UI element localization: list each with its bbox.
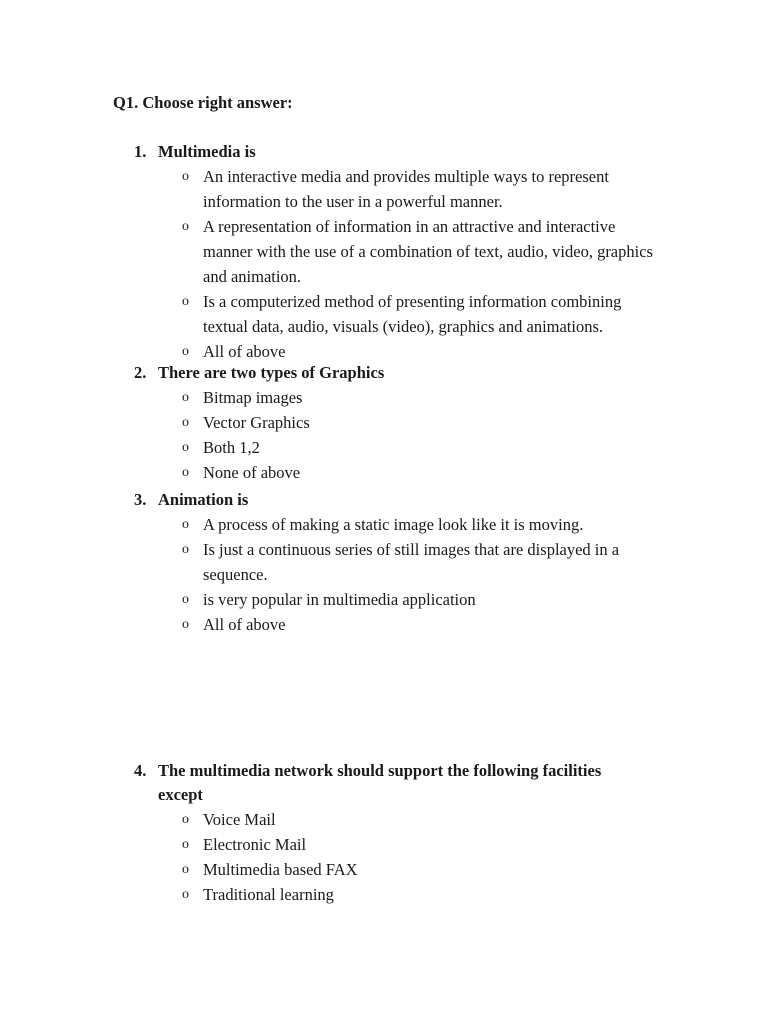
option-item	[0, 289, 658, 339]
bullet-icon: o	[182, 542, 189, 557]
question-title	[0, 361, 768, 385]
option-item	[0, 214, 658, 289]
option-item	[0, 832, 658, 857]
options-list	[0, 385, 768, 485]
option-text: None of above	[203, 463, 301, 482]
option-text: A representation of information in an attractive and interactive manner with the use of a combination of text, audio, video, graphics and animation.	[203, 217, 653, 286]
bullet-icon: o	[182, 837, 189, 852]
question-number: 1.	[134, 142, 147, 161]
options-list	[0, 807, 768, 907]
option-item	[0, 164, 658, 214]
question-number: 2.	[134, 363, 147, 382]
bullet-icon: o	[182, 294, 189, 309]
question-text: Animation is	[158, 490, 249, 509]
question-number: 3.	[134, 490, 147, 509]
question-title	[0, 759, 768, 807]
bullet-icon: o	[182, 812, 189, 827]
question-text: The multimedia network should support the following facilities except	[158, 761, 602, 804]
option-item	[0, 410, 658, 435]
option-item	[0, 612, 658, 637]
bullet-icon: o	[182, 390, 189, 405]
question-title	[0, 488, 768, 512]
options-list	[0, 512, 768, 637]
option-text: Vector Graphics	[203, 413, 310, 432]
option-text: A process of making a static image look like it is moving.	[203, 515, 584, 534]
option-item	[0, 587, 658, 612]
bullet-icon: o	[182, 617, 189, 632]
option-text: All of above	[203, 615, 286, 634]
bullet-icon: o	[182, 862, 189, 877]
option-text: is very popular in multimedia application	[203, 590, 476, 609]
option-item	[0, 882, 658, 907]
option-item	[0, 385, 658, 410]
bullet-icon: o	[182, 344, 189, 359]
option-text: An interactive media and provides multiple ways to represent information to the user in a powerful manner.	[203, 167, 609, 211]
question-text: There are two types of Graphics	[158, 363, 385, 382]
option-text: Multimedia based FAX	[203, 860, 358, 879]
question-2	[0, 361, 768, 485]
question-number: 4.	[134, 761, 147, 780]
option-text: All of above	[203, 342, 286, 361]
option-text: Both 1,2	[203, 438, 260, 457]
bullet-icon: o	[182, 465, 189, 480]
options-list	[0, 164, 768, 364]
option-text: Is a computerized method of presenting information combining textual data, audio, visuals (video), graphics and animations.	[203, 292, 622, 336]
question-title	[0, 140, 768, 164]
bullet-icon: o	[182, 169, 189, 184]
question-3	[0, 488, 768, 637]
option-item	[0, 807, 658, 832]
bullet-icon: o	[182, 415, 189, 430]
question-1	[0, 140, 768, 364]
bullet-icon: o	[182, 887, 189, 902]
bullet-icon: o	[182, 219, 189, 234]
option-item	[0, 512, 658, 537]
page-heading: Q1. Choose right answer:	[113, 93, 293, 112]
bullet-icon: o	[182, 440, 189, 455]
option-text: Is just a continuous series of still images that are displayed in a sequence.	[203, 540, 620, 584]
question-text: Multimedia is	[158, 142, 256, 161]
option-text: Bitmap images	[203, 388, 303, 407]
option-item	[0, 857, 658, 882]
option-item	[0, 537, 658, 587]
option-text: Traditional learning	[203, 885, 334, 904]
option-item	[0, 435, 658, 460]
option-item	[0, 460, 658, 485]
option-text: Electronic Mail	[203, 835, 307, 854]
bullet-icon: o	[182, 592, 189, 607]
bullet-icon: o	[182, 517, 189, 532]
option-text: Voice Mail	[203, 810, 276, 829]
question-4	[0, 759, 768, 907]
